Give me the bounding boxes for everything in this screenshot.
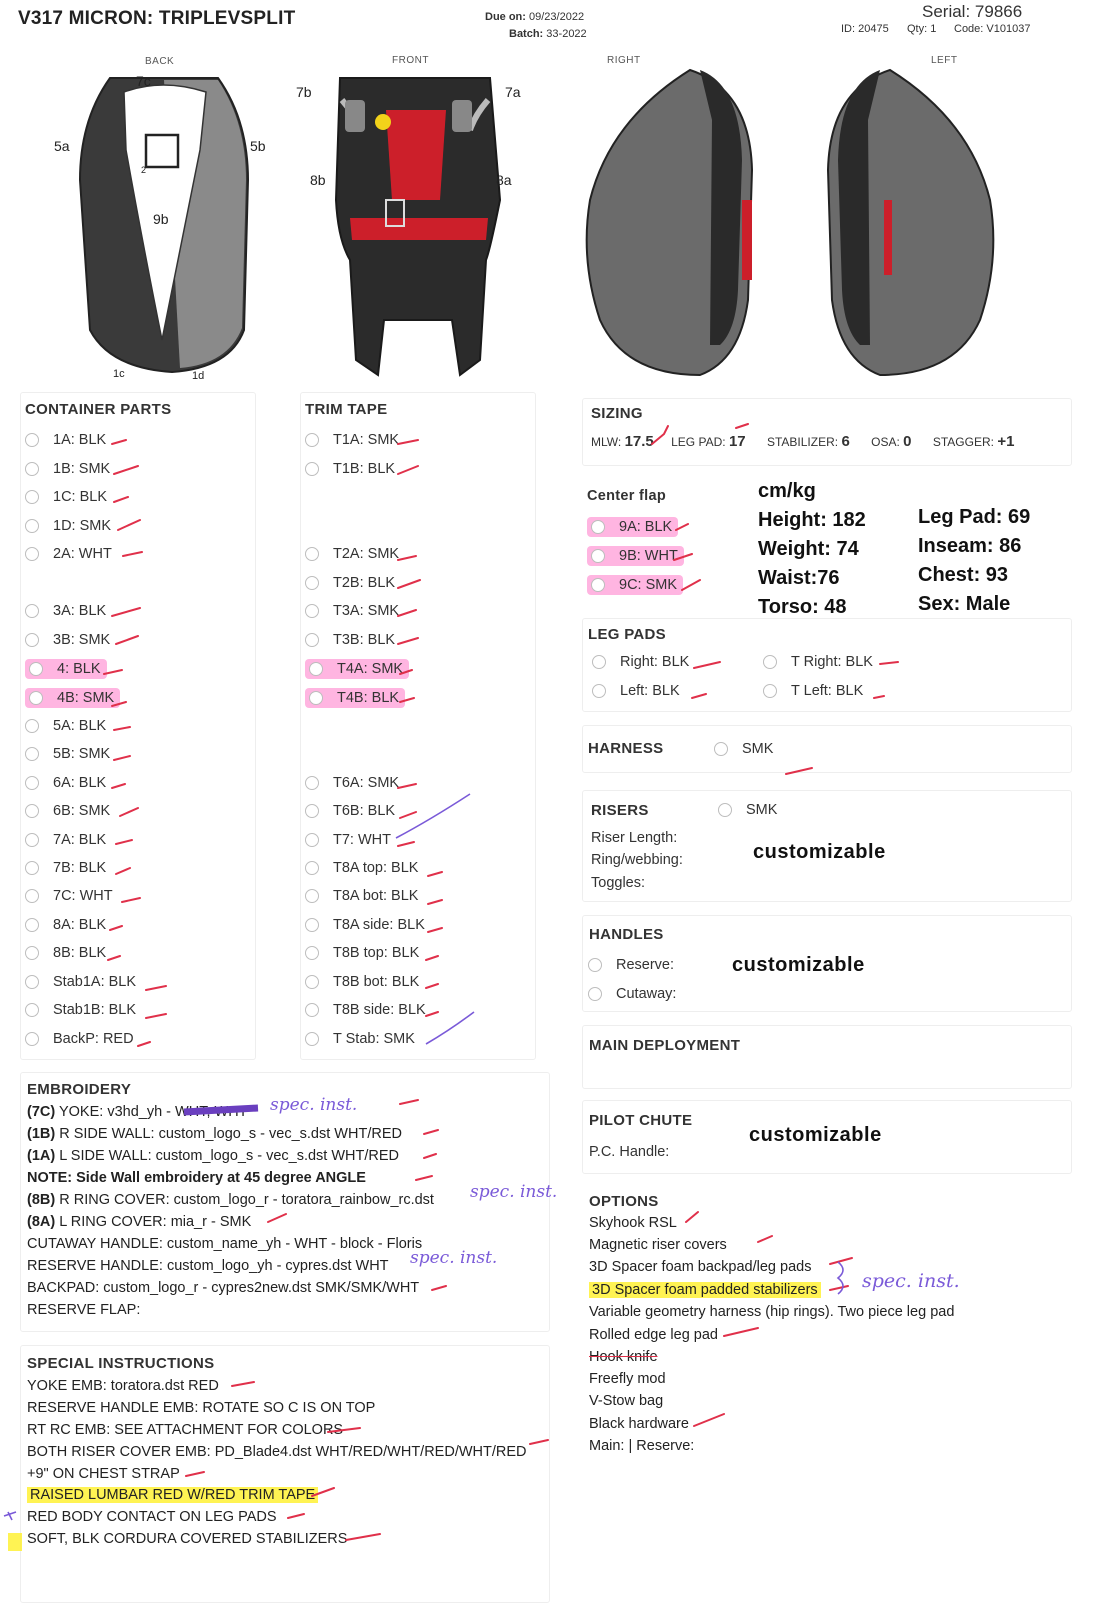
main-deployment-title: MAIN DEPLOYMENT xyxy=(589,1037,741,1054)
container-part-item[interactable]: 1D: SMK xyxy=(25,518,111,534)
ring-webbing-label: Ring/webbing: xyxy=(591,852,683,868)
embroidery-line: RESERVE HANDLE: custom_logo_yh - cypres.dst WHT xyxy=(27,1258,389,1274)
order-id: ID: 20475 xyxy=(841,23,889,35)
trim-tape-title: TRIM TAPE xyxy=(305,401,388,418)
container-part-item[interactable]: 1B: SMK xyxy=(25,461,110,477)
container-part-item[interactable]: 6A: BLK xyxy=(25,775,106,791)
trim-tape-item[interactable]: T8B bot: BLK xyxy=(305,974,419,990)
container-part-item[interactable]: 8B: BLK xyxy=(25,945,106,961)
option-item: 3D Spacer foam padded stabilizers xyxy=(589,1282,821,1298)
embroidery-title: EMBROIDERY xyxy=(27,1081,132,1098)
trim-tape-item[interactable]: T3A: SMK xyxy=(305,603,399,619)
instruction-line: BOTH RISER COVER EMB: PD_Blade4.dst WHT/RED/WHT/RED/WHT/RED xyxy=(27,1444,527,1460)
option-item: 3D Spacer foam backpad/leg pads xyxy=(589,1259,812,1275)
toggles-label: Toggles: xyxy=(591,875,646,891)
measurement-waist: Waist:76 xyxy=(758,567,840,589)
instruction-line: YOKE EMB: toratora.dst RED xyxy=(27,1378,219,1394)
option-item: Magnetic riser covers xyxy=(589,1237,727,1253)
handwritten-annotation: spec. inst. xyxy=(410,1248,498,1268)
instruction-line: +9" ON CHEST STRAP xyxy=(27,1466,180,1482)
container-part-item[interactable]: 5A: BLK xyxy=(25,718,106,734)
callout-1c: 1c xyxy=(113,368,125,380)
embroidery-line: RESERVE FLAP: xyxy=(27,1302,141,1318)
leg-pad-t-right[interactable]: T Right: BLK xyxy=(763,654,873,670)
leg-pad-left[interactable]: Left: BLK xyxy=(592,683,680,699)
callout-7a: 7a xyxy=(505,84,521,100)
view-label-back: BACK xyxy=(145,56,175,67)
quantity: Qty: 1 xyxy=(907,23,937,35)
cutaway-handle[interactable]: Cutaway: xyxy=(588,986,676,1002)
container-part-item[interactable]: 2A: WHT xyxy=(25,546,112,562)
leg-pads-title: LEG PADS xyxy=(588,626,666,643)
callout-7b: 7b xyxy=(296,84,312,100)
instruction-line: RED BODY CONTACT ON LEG PADS xyxy=(27,1509,277,1525)
measurement-unit: cm/kg xyxy=(758,480,816,502)
handwritten-annotation: spec. inst. xyxy=(862,1270,960,1292)
measurement-sex: Sex: Male xyxy=(918,593,1011,615)
measurement-weight: Weight: 74 xyxy=(758,538,859,560)
trim-tape-item[interactable]: T8B side: BLK xyxy=(305,1002,426,1018)
handwritten-annotation: spec. inst. xyxy=(470,1182,558,1202)
container-part-item[interactable]: 6B: SMK xyxy=(25,803,110,819)
container-part-item[interactable]: BackP: RED xyxy=(25,1031,134,1047)
trim-tape-item[interactable]: T3B: BLK xyxy=(305,632,395,648)
callout-5a: 5a xyxy=(54,138,70,154)
callout-8b: 8b xyxy=(310,172,326,188)
measurement-legpad: Leg Pad: 69 xyxy=(918,506,1031,528)
container-part-item[interactable]: 3A: BLK xyxy=(25,603,106,619)
callout-1d: 1d xyxy=(192,370,205,382)
due-date: Due on: 09/23/2022 xyxy=(485,11,585,23)
embroidery-line: CUTAWAY HANDLE: custom_name_yh - WHT - block - Floris xyxy=(27,1236,423,1252)
trim-tape-item[interactable]: T7: WHT xyxy=(305,832,391,848)
container-part-item[interactable]: 8A: BLK xyxy=(25,917,106,933)
option-item: Main: | Reserve: xyxy=(589,1438,695,1454)
trim-tape-item[interactable]: T4A: SMK xyxy=(305,661,409,677)
callout-7c: 7c xyxy=(136,73,151,89)
trim-tape-item[interactable]: T8A side: BLK xyxy=(305,917,425,933)
center-flap-item[interactable]: 9B: WHT xyxy=(587,548,684,564)
risers-title: RISERS xyxy=(591,802,649,819)
special-instructions-title: SPECIAL INSTRUCTIONS xyxy=(27,1355,215,1372)
handwritten-annotation: spec. inst. xyxy=(270,1095,358,1115)
pilot-chute-title: PILOT CHUTE xyxy=(589,1112,693,1129)
trim-tape-item[interactable]: T6B: BLK xyxy=(305,803,395,819)
trim-tape-item[interactable]: T1B: BLK xyxy=(305,461,395,477)
handles-customizable: customizable xyxy=(732,954,865,976)
embroidery-line: (7C) YOKE: v3hd_yh - WHT, WHT xyxy=(27,1104,248,1120)
option-item: Skyhook RSL xyxy=(589,1215,677,1231)
container-part-item[interactable]: 1C: BLK xyxy=(25,489,107,505)
view-label-left: LEFT xyxy=(931,55,958,66)
container-part-item[interactable]: 1A: BLK xyxy=(25,432,106,448)
options-title: OPTIONS xyxy=(589,1193,659,1210)
trim-tape-item[interactable]: T6A: SMK xyxy=(305,775,399,791)
container-parts-title: CONTAINER PARTS xyxy=(25,401,172,418)
sizing-title: SIZING xyxy=(591,405,643,422)
trim-tape-item[interactable]: T1A: SMK xyxy=(305,432,399,448)
embroidery-line: BACKPAD: custom_logo_r - cypres2new.dst SMK/SMK/WHT xyxy=(27,1280,420,1296)
center-flap-item[interactable]: 9A: BLK xyxy=(587,519,678,535)
pilot-chute-customizable: customizable xyxy=(749,1124,882,1146)
instruction-line: RAISED LUMBAR RED W/RED TRIM TAPE xyxy=(27,1487,318,1503)
pc-handle-label: P.C. Handle: xyxy=(589,1144,670,1160)
embroidery-line: (1B) R SIDE WALL: custom_logo_s - vec_s.dst WHT/RED xyxy=(27,1126,402,1142)
view-label-right: RIGHT xyxy=(607,55,641,66)
trim-tape-item[interactable]: T2A: SMK xyxy=(305,546,399,562)
measurement-inseam: Inseam: 86 xyxy=(918,535,1022,557)
instruction-line: SOFT, BLK CORDURA COVERED STABILIZERS xyxy=(27,1531,348,1547)
container-part-item[interactable]: 7B: BLK xyxy=(25,860,106,876)
embroidery-note: NOTE: Side Wall embroidery at 45 degree ANGLE xyxy=(27,1170,366,1186)
container-part-item[interactable]: Stab1B: BLK xyxy=(25,1002,136,1018)
callout-5b: 5b xyxy=(250,138,266,154)
handles-title: HANDLES xyxy=(589,926,664,943)
trim-tape-item[interactable]: T8B top: BLK xyxy=(305,945,419,961)
option-item: Hook knife xyxy=(589,1349,658,1365)
callout-9b: 9b xyxy=(153,211,169,227)
trim-tape-item[interactable]: T Stab: SMK xyxy=(305,1031,415,1047)
container-part-item[interactable]: 4B: SMK xyxy=(25,690,120,706)
risers-value[interactable]: SMK xyxy=(718,802,777,818)
center-flap-title: Center flap xyxy=(587,488,667,504)
trim-tape-item[interactable]: T8A top: BLK xyxy=(305,860,418,876)
reserve-handle[interactable]: Reserve: xyxy=(588,957,674,973)
container-part-item[interactable]: 7C: WHT xyxy=(25,888,113,904)
serial-number: Serial: 79866 xyxy=(922,2,1023,21)
center-flap-item[interactable]: 9C: SMK xyxy=(587,577,683,593)
container-part-item[interactable]: 3B: SMK xyxy=(25,632,110,648)
leg-pad-right[interactable]: Right: BLK xyxy=(592,654,689,670)
container-part-item[interactable]: 7A: BLK xyxy=(25,832,106,848)
container-part-item[interactable]: 4: BLK xyxy=(25,661,107,677)
option-item: Variable geometry harness (hip rings). Two piece leg pad xyxy=(589,1304,955,1320)
measurement-chest: Chest: 93 xyxy=(918,564,1009,586)
embroidery-line: (1A) L SIDE WALL: custom_logo_s - vec_s.dst WHT/RED xyxy=(27,1148,400,1164)
leg-pad-t-left[interactable]: T Left: BLK xyxy=(763,683,863,699)
measurement-torso: Torso: 48 xyxy=(758,596,847,618)
embroidery-line: (8A) L RING COVER: mia_r - SMK xyxy=(27,1214,252,1230)
harness-title: HARNESS xyxy=(588,740,664,757)
trim-tape-item[interactable]: T8A bot: BLK xyxy=(305,888,418,904)
option-item: V-Stow bag xyxy=(589,1393,664,1409)
view-label-front: FRONT xyxy=(392,55,429,66)
instruction-line: RESERVE HANDLE EMB: ROTATE SO C IS ON TOP xyxy=(27,1400,376,1416)
batch: Batch: 33-2022 xyxy=(509,28,587,40)
option-item: Freefly mod xyxy=(589,1371,666,1387)
trim-tape-item[interactable]: T4B: BLK xyxy=(305,690,405,706)
container-part-item[interactable]: Stab1A: BLK xyxy=(25,974,136,990)
riser-length-label: Riser Length: xyxy=(591,830,678,846)
harness-value[interactable]: SMK xyxy=(714,741,773,757)
option-item: Black hardware xyxy=(589,1416,689,1432)
container-part-item[interactable]: 5B: SMK xyxy=(25,746,110,762)
product-code: Code: V101037 xyxy=(954,23,1031,35)
callout-8a: 8a xyxy=(496,172,512,188)
form-title: V317 MICRON: TRIPLEVSPLIT xyxy=(18,8,296,29)
sizing-values: MLW: 17.5 LEG PAD: 17 STABILIZER: 6 OSA: 0 STAGGER: +1 xyxy=(591,433,1015,450)
measurement-height: Height: 182 xyxy=(758,509,866,531)
option-item: Rolled edge leg pad xyxy=(589,1327,718,1343)
embroidery-line: (8B) R RING COVER: custom_logo_r - toratora_rainbow_rc.dst xyxy=(27,1192,434,1208)
instruction-line: RT RC EMB: SEE ATTACHMENT FOR COLORS xyxy=(27,1422,344,1438)
trim-tape-item[interactable]: T2B: BLK xyxy=(305,575,395,591)
risers-customizable: customizable xyxy=(753,841,886,863)
callout-2: 2 xyxy=(141,165,147,175)
